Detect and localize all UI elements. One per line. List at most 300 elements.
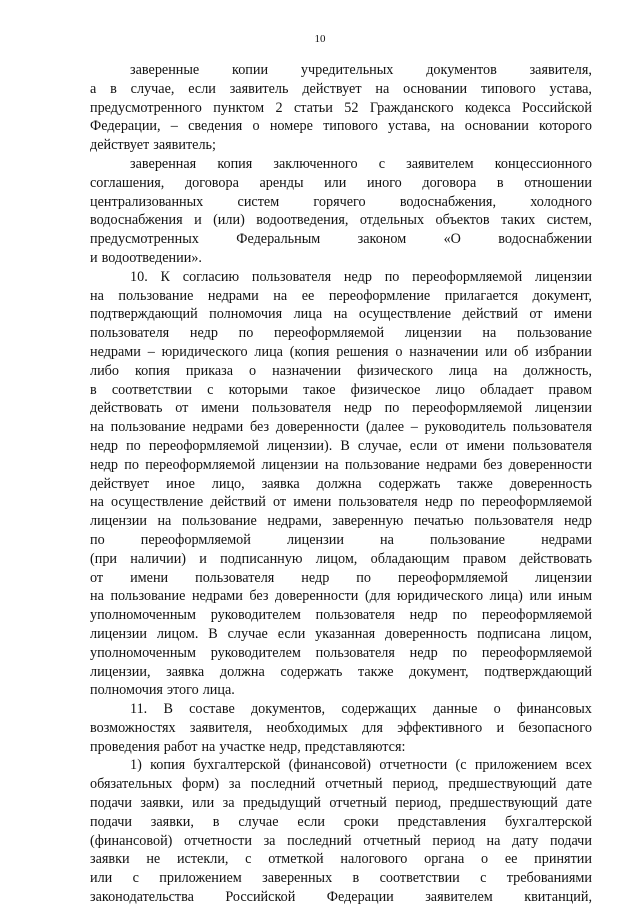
text-line [90,775,592,794]
word: физического [357,362,433,379]
word: за [263,832,276,849]
word: действовать [519,550,592,567]
word: полномочия [209,306,283,323]
word: переоформляемой [140,531,251,548]
word: заявка [261,475,300,492]
text-line [90,211,592,230]
text-line [90,569,592,588]
word: – [410,419,418,436]
word: предшествующий [448,776,557,793]
text-line [90,324,592,343]
word: пользование [110,588,186,605]
word: если [277,625,306,642]
word: сроки [343,813,379,830]
word: таких [501,212,536,229]
word: лицензии [261,456,319,473]
word: от [445,437,459,454]
word: законом [357,231,407,248]
word: физическое [350,381,421,398]
word: юридического [397,588,484,605]
word: принятии [534,851,592,868]
text-line [90,719,592,738]
word: подачи [549,832,592,849]
word: действует [90,475,150,492]
word: недр [409,607,438,624]
word: и [90,249,98,266]
word: подачи [90,813,132,830]
word: отношении [524,174,592,191]
word: доверенности [275,419,360,436]
word: на [90,494,104,511]
text-line [90,738,592,757]
word: период, [395,795,442,812]
word: лицензии, [90,663,151,680]
word: (при [90,550,118,567]
word: систем, [546,212,592,229]
word: указанная [315,625,376,642]
word: квитанций, [524,889,592,906]
word: работ [163,738,198,755]
word: по [452,607,468,624]
text-line [90,268,592,287]
word: сведения [188,118,243,135]
word: уполномоченным [90,607,196,624]
word: В [208,625,218,642]
word: соответствии [379,870,460,887]
word: в [110,80,117,97]
text-line [90,832,592,851]
word: копия [134,362,170,379]
word: заявки [90,851,130,868]
word: о [252,118,260,135]
word: документ, [409,663,469,680]
word: (финансовой) [90,832,173,849]
word: пользование [344,456,420,473]
word: имени [466,437,505,454]
word: недр [343,400,372,417]
word: пользователя [251,268,332,285]
word: номере [269,118,313,135]
word: случае, [130,80,175,97]
word: которыми [228,381,288,398]
word: недрами [192,419,244,436]
word: заключенного [273,155,358,172]
word: действует [302,80,362,97]
text-line [90,625,592,644]
word: пользователя [512,419,592,436]
word: переоформляемой [481,607,592,624]
word: переоформляемой [397,569,509,586]
word: последний [250,776,316,793]
word: подтверждающий [90,306,198,323]
word: от [175,400,189,417]
word: лицо [435,381,465,398]
text-line [90,550,592,569]
word: (далее [365,419,404,436]
word: на [493,362,508,379]
word: или [529,588,552,605]
word: всех [565,757,592,774]
word: систем [237,193,280,210]
word: не [146,851,161,868]
word: либо [90,362,119,379]
word: действий [462,306,518,323]
word: документ, [532,287,592,304]
word: лицензии). [267,437,333,454]
word: недрами [191,588,243,605]
text-line [90,850,592,869]
word: недр, [269,738,301,755]
text-line [90,155,592,174]
word: финансовых [516,701,592,718]
word: заявки, [140,795,184,812]
word: устава, [549,80,592,97]
word: пользователя [315,607,395,624]
word: заявителя, [529,62,592,78]
word: представляются: [304,738,406,755]
word: на [90,419,104,436]
word: бухгалтерской [193,757,281,774]
word: об [514,343,529,360]
word: с [245,851,252,868]
word: на [157,513,172,530]
text-line [90,343,592,362]
word: недр [90,456,119,473]
word: копия [150,757,186,774]
word: также [457,475,493,492]
word: и [199,550,207,567]
word: если [409,437,438,454]
word: уполномоченным [90,644,196,661]
word: заявитель; [153,137,216,154]
word: или [191,795,215,812]
word: без [249,588,269,605]
word: руководителем [210,607,301,624]
word: о [395,343,403,360]
word: налогового [340,851,408,868]
word: лица [254,343,283,360]
word: В [340,437,350,454]
word: лицензии [534,400,592,417]
word: недрами [541,531,592,548]
word: пользование [181,513,257,530]
word: иным [558,588,592,605]
word: на [201,738,216,755]
word: предусмотренных [90,231,199,248]
word: лица [293,306,323,323]
word: предусмотренного [90,99,202,116]
word: заявки, [150,813,194,830]
word: типового [323,118,378,135]
word: В [163,701,173,718]
word: водоснабжения, [399,193,497,210]
word: о [249,362,257,379]
word: недр [189,325,218,342]
word: эффективного [397,719,483,736]
word: недр [424,494,453,511]
word: или [485,343,508,360]
text-line [90,493,592,512]
word: К [160,268,170,285]
word: подтверждающий [484,663,592,680]
word: содержащих [341,701,417,718]
text-line [90,681,592,700]
word: безопасного [518,719,592,736]
word: учредительных [300,62,394,78]
word: действует [90,137,150,154]
page-number: 10 [314,33,326,45]
word: участке [219,738,266,755]
word: имени [293,494,332,511]
word: объектов [435,212,490,229]
word: 2 [275,99,283,116]
word: форм) [182,776,220,793]
word: необходимых [266,719,348,736]
word: и [496,719,505,736]
word: с [132,870,139,887]
word: аренды [259,174,304,191]
text-line [90,869,592,888]
document-body [90,61,592,907]
word: а [90,80,97,97]
word: требованиями [506,870,592,887]
word: содержать [378,475,441,492]
word: в [496,174,504,191]
word: руководителем [210,644,301,661]
word: недр [343,268,372,285]
word: по [356,569,371,586]
word: отметкой [268,851,324,868]
word: законодательства [90,889,194,906]
word: пользование [516,325,592,342]
word: приложением [474,757,558,774]
word: на [324,456,339,473]
word: (для [364,588,391,605]
text-line [90,362,592,381]
word: статьи [293,99,333,116]
word: договора [422,174,477,191]
word: копии [232,62,269,78]
word: юридического [161,343,248,360]
word: или [90,870,113,887]
word: по [384,268,400,285]
word: «О [443,231,461,248]
word: пользователя [512,437,592,454]
word: с [207,381,214,398]
word: лица. [202,682,235,699]
word: должность, [523,362,592,379]
word: Федерации [326,889,394,906]
word: устава, [388,118,431,135]
word: – [147,343,155,360]
word: случае [238,813,279,830]
word: предыдущий [242,795,321,812]
text-line [90,80,592,99]
text-line [90,399,592,418]
word: правом [462,550,507,567]
text-line [90,756,592,775]
word: холодного [530,193,592,210]
word: на [273,287,288,304]
text-line [90,794,592,813]
word: с [378,155,385,172]
word: за [222,795,235,812]
word: заявитель [229,80,289,97]
word: недр [90,437,119,454]
word: печатью [413,513,464,530]
text-line [90,249,592,268]
word: (с [455,757,467,774]
word: на [90,588,104,605]
word: отчетный [329,795,387,812]
word: типового [480,80,536,97]
word: содержать [280,663,343,680]
word: по [126,437,141,454]
text-line [90,456,592,475]
word: недр [409,644,438,661]
word: лицом, [550,625,592,642]
word: проведения [90,738,160,755]
word: пользователя [338,494,418,511]
word: дату [512,832,539,849]
word: дате [566,795,592,812]
word: пользователя [195,569,275,586]
word: обладающим [370,550,450,567]
word: пользование [430,531,505,548]
word: период [432,832,475,849]
word: составе [189,701,235,718]
word: на [333,306,348,323]
word: осуществление [111,494,204,511]
word: период, [392,776,439,793]
word: договора [184,174,239,191]
word: бухгалтерской [505,813,592,830]
word: заверенную [332,513,404,530]
word: заверенных [262,870,333,887]
word: без [483,456,503,473]
word: (финансовой) [288,757,372,774]
word: решения [336,343,389,360]
word: за [228,776,241,793]
word: такое [303,381,336,398]
word: также [358,663,394,680]
word: централизованных [90,193,204,210]
word: истекли, [176,851,229,868]
word: переоформляемой [412,268,523,285]
word: прилагается [444,287,518,304]
word: (копия [289,343,330,360]
word: подписана [477,625,541,642]
word: иного [366,174,402,191]
word: в [212,813,220,830]
word: подписанную [220,550,303,567]
text-line [90,700,592,719]
word: по [460,494,475,511]
word: водоотведения, [256,212,349,229]
word: доверенности [275,588,359,605]
word: правом [548,381,592,398]
word: данные [432,701,478,718]
text-line [90,305,592,324]
word: заявителем [406,155,474,172]
word: отчетности [184,832,252,849]
word: 10. [130,268,148,285]
word: основании [403,80,468,97]
word: имени [130,569,169,586]
text-line [90,99,592,118]
word: недрами [426,456,477,473]
word: осуществление [358,306,451,323]
word: (или) [213,212,245,229]
word: концессионного [494,155,592,172]
word: недрами [207,287,259,304]
word: назначении [272,362,342,379]
text-line [90,663,592,682]
word: действовать [90,400,163,417]
text-line [90,136,592,155]
word: отчетный [325,776,383,793]
word: заверенная [130,155,197,172]
word: документов [426,62,497,78]
word: наличии) [130,550,187,567]
word: пользователя [251,400,332,417]
word: отчетный [363,832,421,849]
word: или [324,174,347,191]
text-line [90,587,592,606]
word: документов, [250,701,326,718]
text-line [90,381,592,400]
word: Федеральным [236,231,321,248]
word: Гражданского [369,99,454,116]
word: этого [166,682,199,699]
word: переоформляемой [273,325,385,342]
word: Федерации, [90,118,161,135]
word: органа [424,851,465,868]
word: лицензии [404,325,462,342]
text-line [90,644,592,663]
word: приказа [185,362,234,379]
text-line [90,174,592,193]
word: соответствии [111,381,192,398]
word: отчетности [379,757,448,774]
word: заявителя, [189,719,253,736]
word: отдельных [359,212,425,229]
word: которого [539,118,592,135]
word: горячего [313,193,366,210]
text-line [90,437,592,456]
text-line [90,813,592,832]
text-line [90,475,592,494]
text-line [90,512,592,531]
word: в [352,870,360,887]
word: подачи [90,795,132,812]
word: Российской [522,99,592,116]
text-line [90,531,592,550]
word: полномочия [90,682,163,699]
word: основании [464,118,529,135]
word: от [90,569,104,586]
word: лицензии [90,513,147,530]
text-line [90,606,592,625]
text-line [90,418,592,437]
word: по [90,531,105,548]
word: без [250,419,270,436]
word: дате [566,776,592,793]
word: ее [301,287,315,304]
word: возможностях [90,719,176,736]
word: заявителем [425,889,493,906]
word: иное [166,475,195,492]
